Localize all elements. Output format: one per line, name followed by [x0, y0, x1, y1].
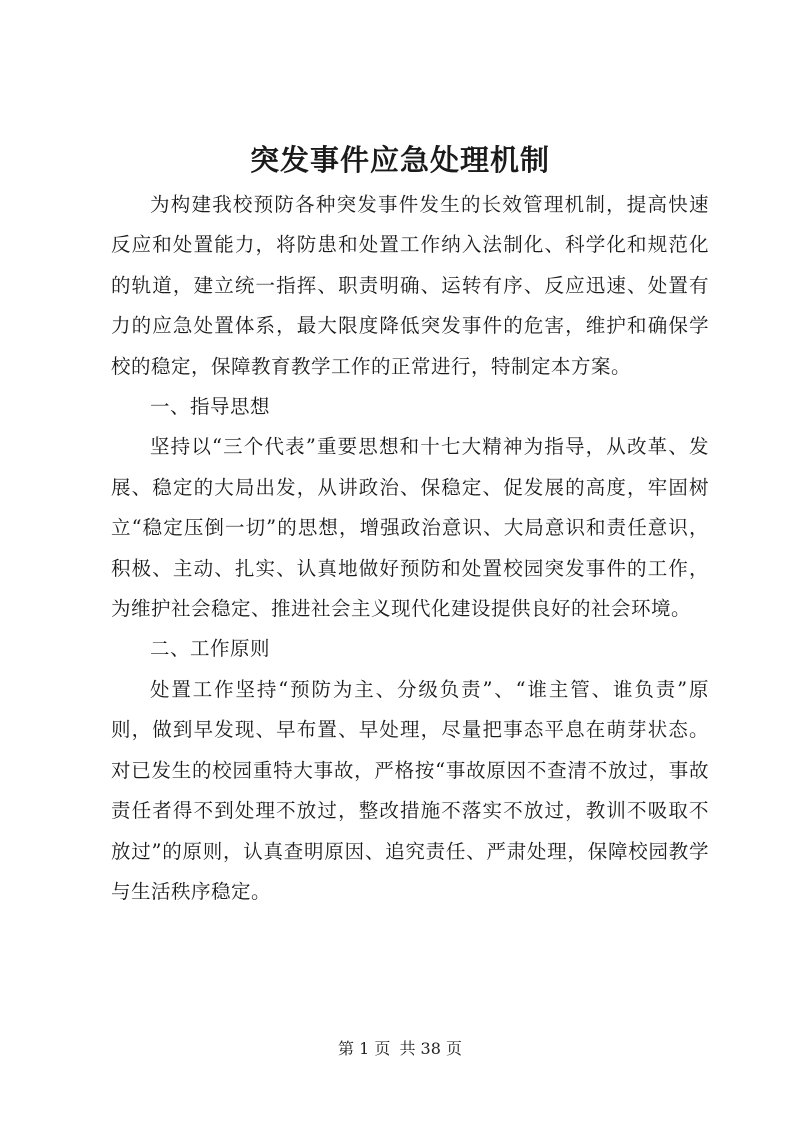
document-title: 突发事件应急处理机制 [249, 143, 550, 177]
section-heading-work-principles: 二、工作原则 [150, 637, 271, 661]
page-total: 共 38 页 [399, 1039, 462, 1058]
section-paragraph-guiding-ideology: 坚持以“三个代表”重要思想和十七大精神为指导，从改革、发展、稳定的大局出发，从讲政治、保稳定、促发展的高度，牢固树立“稳定压倒一切”的思想，增强政治意识、大局意识和责任意识，积极、主动、扎实、认真地做好预防和处置校园突发事件的工作，为维护社会稳定、推进社会主义现代化建设提供良好的社会环境。 [111, 435, 709, 621]
document-body [111, 185, 709, 912]
intro-paragraph: 为构建我校预防各种突发事件发生的长效管理机制，提高快速反应和处置能力，将防患和处置工作纳入法制化、科学化和规范化的轨道，建立统一指挥、职责明确、运转有序、反应迅速、处置有力的应急处置体系，最大限度降低突发事件的危害，维护和确保学校的稳定，保障教育教学工作的正常进行，特制定本方案。 [111, 193, 709, 378]
section-paragraph-work-principles: 处置工作坚持“预防为主、分级负责”、“谁主管、谁负责”原则，做到早发现、早布置、早处理，尽量把事态平息在萌芽状态。对已发生的校园重特大事故，严格按“事故原因不查清不放过，事故责任者得不到处理不放过，整改措施不落实不放过，教训不吸取不放过”的原则，认真查明原因、追究责任、严肃处理，保障校园教学与生活秩序稳定。 [111, 677, 709, 903]
section-heading-guiding-ideology: 一、指导思想 [150, 395, 271, 419]
page-footer [0, 1036, 800, 1059]
page-number: 第 1 页 [338, 1039, 391, 1058]
